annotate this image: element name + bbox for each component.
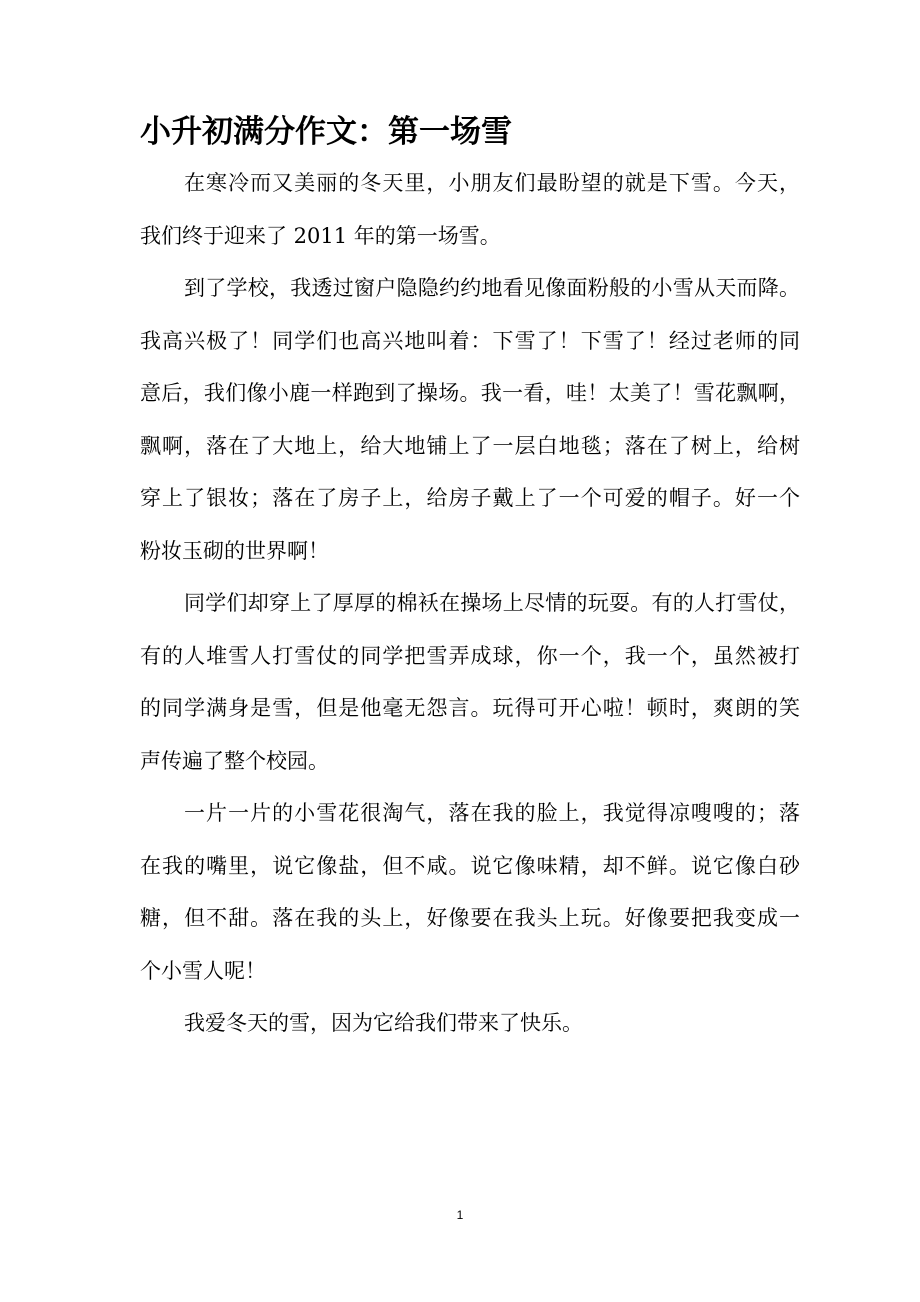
- text-line: 飘啊，落在了大地上，给大地铺上了一层白地毯；落在了树上，给树: [140, 433, 800, 458]
- text-line: 我爱冬天的雪，因为它给我们带来了快乐。: [184, 1011, 583, 1035]
- paragraph: [140, 577, 800, 787]
- text-line: 我们终于迎来了 2011 年的第一场雪。: [140, 223, 501, 248]
- text-line: 粉妆玉砌的世界啊！: [140, 538, 329, 563]
- paragraph: [140, 262, 800, 577]
- text-line: 有的人堆雪人打雪仗的同学把雪弄成球，你一个，我一个，虽然被打: [140, 643, 800, 668]
- page-number: 1: [456, 1208, 464, 1222]
- text-line: 到了学校，我透过窗户隐隐约约地看见像面粉般的小雪从天而降。: [184, 276, 800, 300]
- paragraph: [140, 157, 800, 262]
- text-line: 声传遍了整个校园。: [140, 748, 329, 773]
- essay-body: [140, 157, 800, 1050]
- text-line: 个小雪人呢！: [140, 958, 266, 983]
- paragraph: [140, 997, 800, 1050]
- text-line: 在寒冷而又美丽的冬天里，小朋友们最盼望的就是下雪。今天，: [184, 171, 800, 195]
- text-line: 同学们却穿上了厚厚的棉袄在操场上尽情的玩耍。有的人打雪仗，: [184, 591, 800, 615]
- document-title: 小升初满分作文：第一场雪: [140, 114, 512, 150]
- text-line: 我高兴极了！同学们也高兴地叫着：下雪了！下雪了！经过老师的同: [140, 328, 800, 353]
- paragraph: [140, 787, 800, 997]
- text-line: 一片一片的小雪花很淘气，落在我的脸上，我觉得凉嗖嗖的；落: [184, 801, 800, 825]
- text-line: 意后，我们像小鹿一样跑到了操场。我一看，哇！太美了！雪花飘啊，: [140, 381, 800, 405]
- text-line: 糖，但不甜。落在我的头上，好像要在我头上玩。好像要把我变成一: [140, 906, 800, 930]
- text-line: 的同学满身是雪，但是他毫无怨言。玩得可开心啦！顿时，爽朗的笑: [140, 696, 800, 720]
- text-line: 穿上了银妆；落在了房子上，给房子戴上了一个可爱的帽子。好一个: [140, 486, 800, 510]
- text-line: 在我的嘴里，说它像盐，但不咸。说它像味精，却不鲜。说它像白砂: [140, 853, 800, 878]
